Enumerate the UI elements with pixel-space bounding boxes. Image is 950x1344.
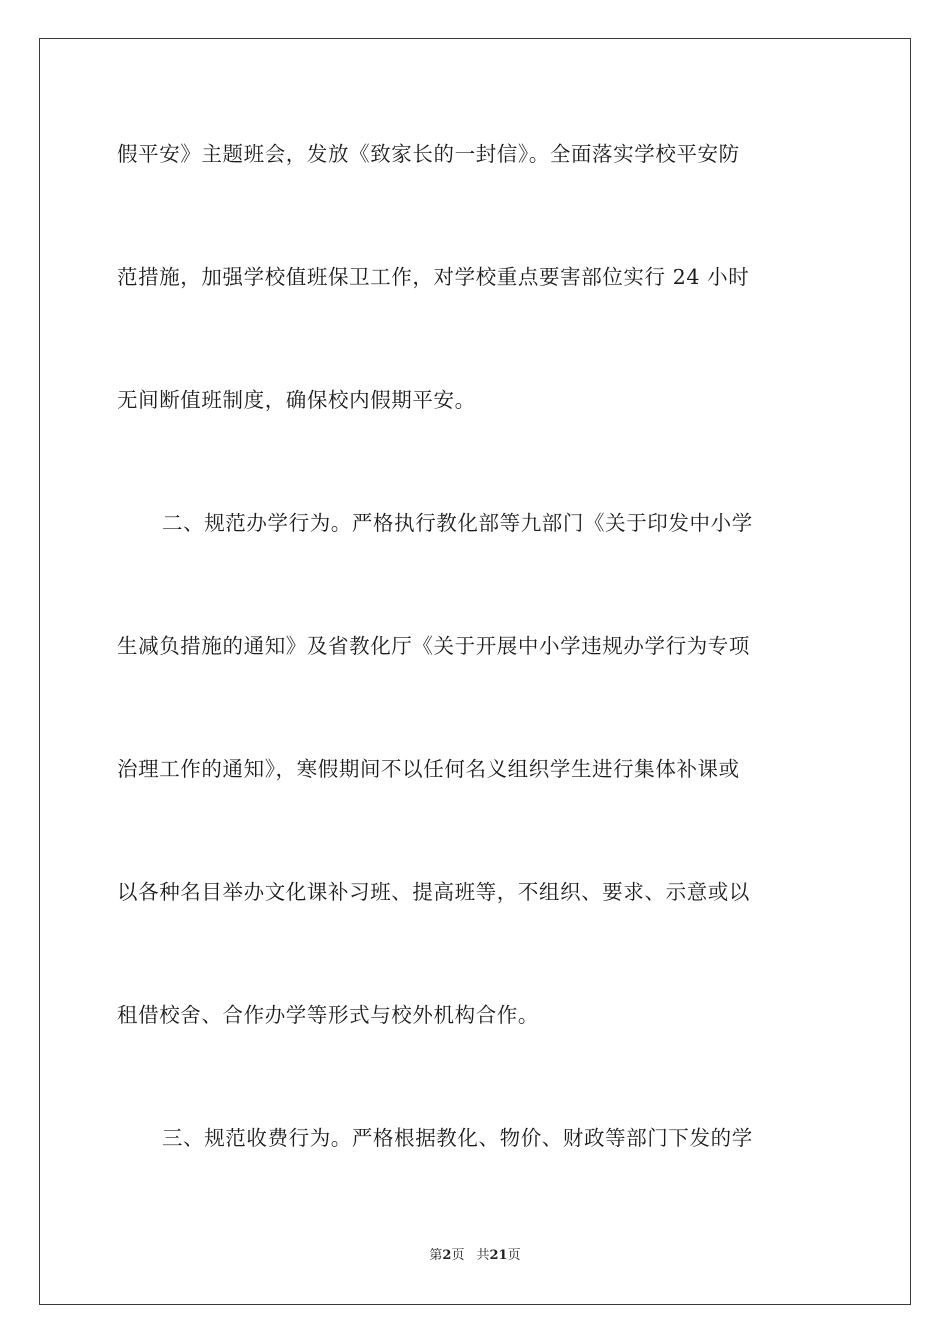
page-border <box>39 38 911 1305</box>
paragraph-line-7: 以各种名目举办文化课补习班、提高班等，不组织、要求、示意或以 <box>117 880 750 904</box>
paragraph-line-6: 治理工作的通知》，寒假期间不以任何名义组织学生进行集体补课或 <box>117 757 740 781</box>
paragraph-line-1: 假平安》主题班会，发放《致家长的一封信》。全面落实学校平安防 <box>117 142 740 166</box>
paragraph-line-8: 租借校舍、合作办学等形式与校外机构合作。 <box>117 1003 539 1027</box>
page-footer <box>0 1247 950 1265</box>
paragraph-line-3: 无间断值班制度，确保校内假期平安。 <box>117 388 476 412</box>
paragraph-line-2: 范措施，加强学校值班保卫工作，对学校重点要害部位实行 24 小时 <box>117 265 750 289</box>
total-prefix: 共 <box>476 1248 490 1263</box>
paragraph-line-9: 三、规范收费行为。严格根据教化、物价、财政等部门下发的学 <box>162 1126 753 1150</box>
page-prefix: 第 <box>429 1248 443 1263</box>
paragraph-line-4: 二、规范办学行为。严格执行教化部等九部门《关于印发中小学 <box>162 511 753 535</box>
page-suffix: 页 <box>451 1248 465 1263</box>
total-pages: 21 <box>489 1248 508 1263</box>
page-number: 2 <box>442 1248 452 1263</box>
total-suffix: 页 <box>507 1248 521 1263</box>
paragraph-line-5: 生减负措施的通知》及省教化厅《关于开展中小学违规办学行为专项 <box>117 634 750 658</box>
